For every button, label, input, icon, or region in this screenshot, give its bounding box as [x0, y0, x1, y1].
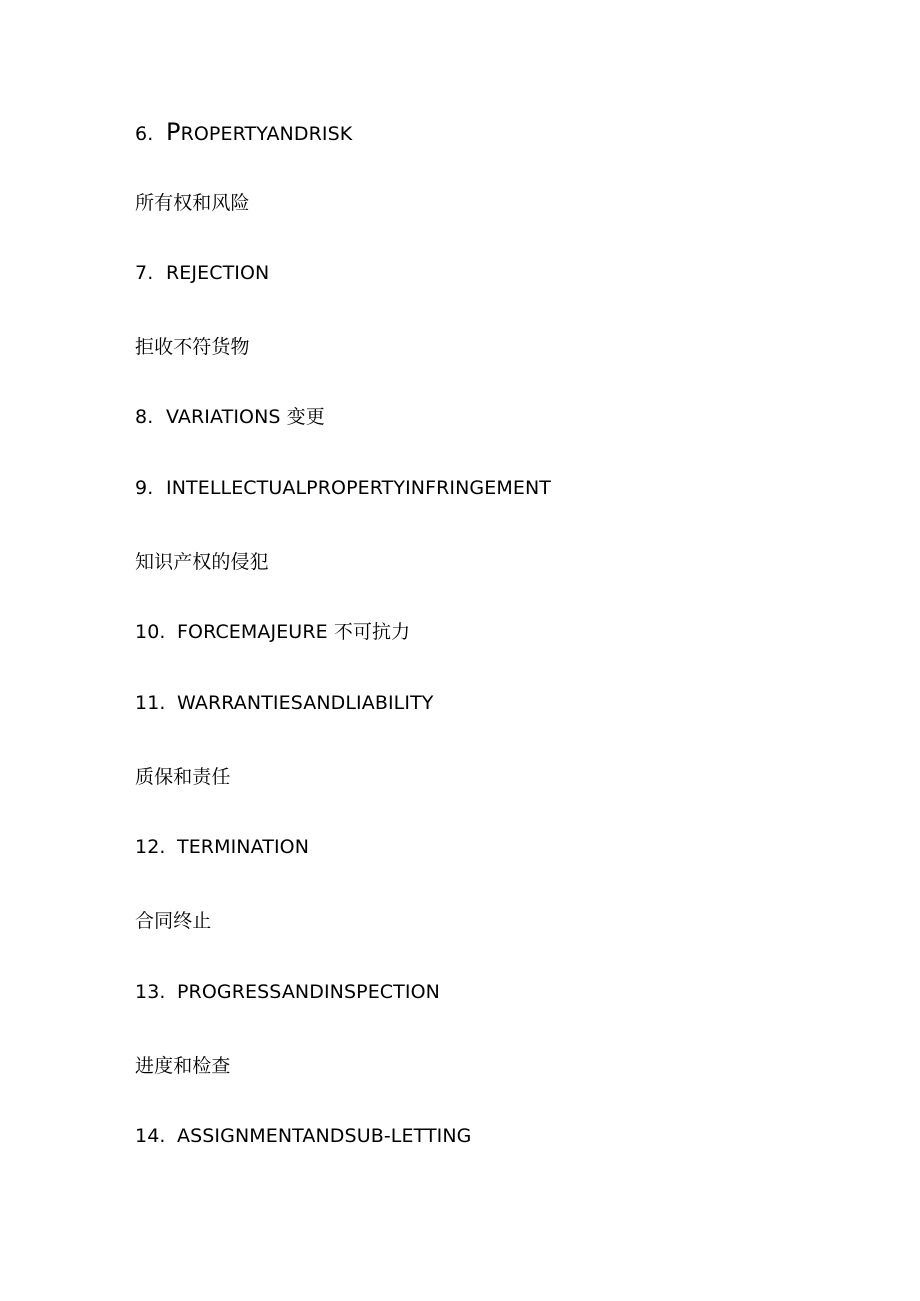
clause-title: REJECTION: [166, 262, 270, 284]
clause-7-heading: [135, 261, 269, 285]
clause-6-translation: 所有权和风险: [135, 192, 250, 214]
clause-number: 8.: [135, 406, 154, 428]
clause-number: 14.: [135, 1125, 166, 1147]
clause-12-heading: [135, 835, 309, 859]
clause-title-initial: P: [166, 118, 181, 146]
clause-8-heading: [135, 405, 325, 429]
clause-title: FORCEMAJEURE 不可抗力: [177, 621, 411, 643]
clause-number: 6.: [135, 123, 154, 145]
clause-title: ASSIGNMENTANDSUB-LETTING: [177, 1125, 472, 1147]
clause-11-translation: 质保和责任: [135, 766, 231, 788]
clause-12-translation: 合同终止: [135, 910, 212, 932]
clause-14-heading: [135, 1124, 472, 1148]
clause-number: 12.: [135, 836, 166, 858]
clause-10-heading: [135, 620, 410, 644]
clause-number: 10.: [135, 621, 166, 643]
clause-title: VARIATIONS 变更: [166, 406, 325, 428]
clause-11-heading: [135, 691, 433, 715]
clause-number: 9.: [135, 477, 154, 499]
clause-number: 7.: [135, 262, 154, 284]
clause-title: INTELLECTUALPROPERTYINFRINGEMENT: [166, 477, 551, 499]
clause-number: 13.: [135, 981, 166, 1003]
clause-9-translation: 知识产权的侵犯: [135, 551, 269, 573]
clause-title: WARRANTIESANDLIABILITY: [177, 692, 434, 714]
clause-number: 11.: [135, 692, 166, 714]
clause-9-heading: [135, 476, 551, 500]
clause-6-heading: [135, 120, 352, 146]
clause-13-heading: [135, 980, 440, 1004]
clause-7-translation: 拒收不符货物: [135, 336, 250, 358]
clause-title: TERMINATION: [177, 836, 310, 858]
clause-title: ROPERTYANDRISK: [180, 123, 353, 145]
clause-title: PROGRESSANDINSPECTION: [177, 981, 440, 1003]
clause-13-translation: 进度和检查: [135, 1055, 231, 1077]
